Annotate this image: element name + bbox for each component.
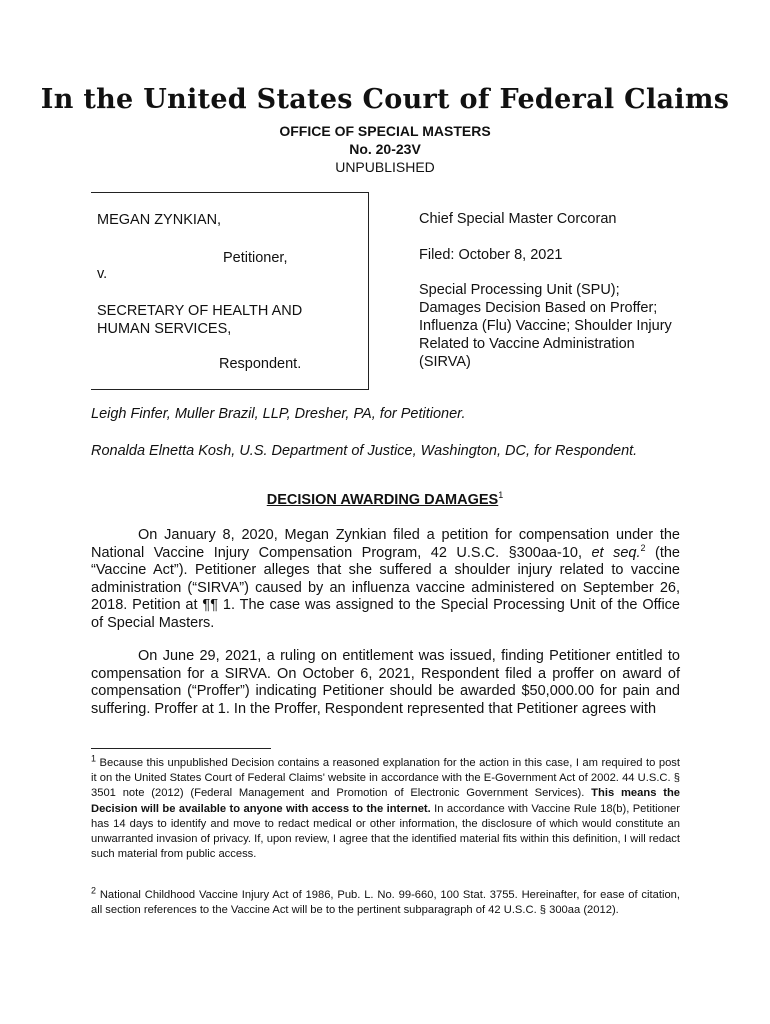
footnote-separator xyxy=(91,748,271,749)
publication-status: UNPUBLISHED xyxy=(335,159,435,175)
footnote-1-text-a: Because this unpublished Decision contains a reasoned explanation for the action in this case, I am required to post it on the United States Court of Federal Claims' website in accordance with the E-Government Act of 2002. 44 U.S.C. § 3501 note (2012) (Federal Management and Promotion of Electronic Government Services). xyxy=(91,757,680,800)
footnote-2 xyxy=(91,885,680,918)
decision-paragraph-2: On June 29, 2021, a ruling on entitlement was issued, finding Petitioner entitled to compensation for a SIRVA. On October 6, 2021, Respondent filed a proffer on award of compensation (“Proffer”) indicating Petitioner should be awarded $50,000.00 for pain and suffering. Proffer at 1. In the Proffer, Respondent represented that Petitioner agrees with xyxy=(91,648,680,717)
respondent-role: Respondent. xyxy=(219,356,302,372)
paragraph-1-text-a: On January 8, 2020, Megan Zynkian filed a petition for compensation under the National Vaccine Injury Compensation Program, 42 U.S.C. §300aa-10, xyxy=(91,527,680,561)
footnote-1 xyxy=(91,753,680,862)
respondent-name-line1: SECRETARY OF HEALTH AND xyxy=(97,303,303,319)
paragraph-1-text-b: (the “Vaccine Act”). Petitioner alleges that she suffered a shoulder injury related to vaccine administration (“SIRVA”) caused by an influenza vaccine administered on September 26, 2018. Petition at ¶¶ 1. The case was assigned to the Special Processing Unit of the Office of Special Masters. xyxy=(91,544,680,631)
decision-heading xyxy=(0,492,770,508)
office-heading: OFFICE OF SPECIAL MASTERS xyxy=(279,123,491,139)
footnote-1-bold: This means the Decision will be available to anyone with access to the internet. xyxy=(91,787,680,815)
special-master: Chief Special Master Corcoran xyxy=(419,211,617,227)
decision-paragraph-1 xyxy=(91,527,680,632)
decision-heading-text: DECISION AWARDING DAMAGES xyxy=(266,492,499,508)
footnote-1-text-b: In accordance with Vaccine Rule 18(b), Petitioner has 14 days to identify and move to redact medical or other information, the disclosure of which would constitute an unwarranted invasion of privacy. If, upon review, I agree that the identified material fits within this definition, I will redact such material from public access. xyxy=(91,802,680,861)
versus: v. xyxy=(97,266,108,282)
petitioner-counsel: Leigh Finfer, Muller Brazil, LLP, Dresher, PA, for Petitioner. xyxy=(91,406,466,422)
paragraph-1-italic: et seq. xyxy=(591,544,641,561)
docket-number: No. 20-23V xyxy=(349,141,421,157)
filed-date: Filed: October 8, 2021 xyxy=(419,247,563,263)
petitioner-name: MEGAN ZYNKIAN, xyxy=(97,212,222,228)
footnote-ref-1: 1 xyxy=(498,490,504,501)
court-title: In the United States Court of Federal Claims xyxy=(40,84,730,115)
footnote-1-number: 1 xyxy=(91,753,97,764)
case-keywords: Special Processing Unit (SPU); Damages Decision Based on Proffer; Influenza (Flu) Vaccine; Shoulder Injury Related to Vaccine Administration (SIRVA) xyxy=(419,282,672,370)
footnote-2-text: National Childhood Vaccine Injury Act of 1986, Pub. L. No. 99-660, 100 Stat. 3755. Hereinafter, for ease of citation, all section references to the Vaccine Act will be to the pertinent subparagraph of 42 U.S.C. § 300aa (2012). xyxy=(91,889,680,917)
footnote-2-number: 2 xyxy=(91,885,97,896)
footnote-ref-2: 2 xyxy=(640,542,646,553)
respondent-name-line2: HUMAN SERVICES, xyxy=(97,321,232,337)
respondent-counsel: Ronalda Elnetta Kosh, U.S. Department of Justice, Washington, DC, for Respondent. xyxy=(91,443,638,459)
petitioner-role: Petitioner, xyxy=(223,250,288,266)
